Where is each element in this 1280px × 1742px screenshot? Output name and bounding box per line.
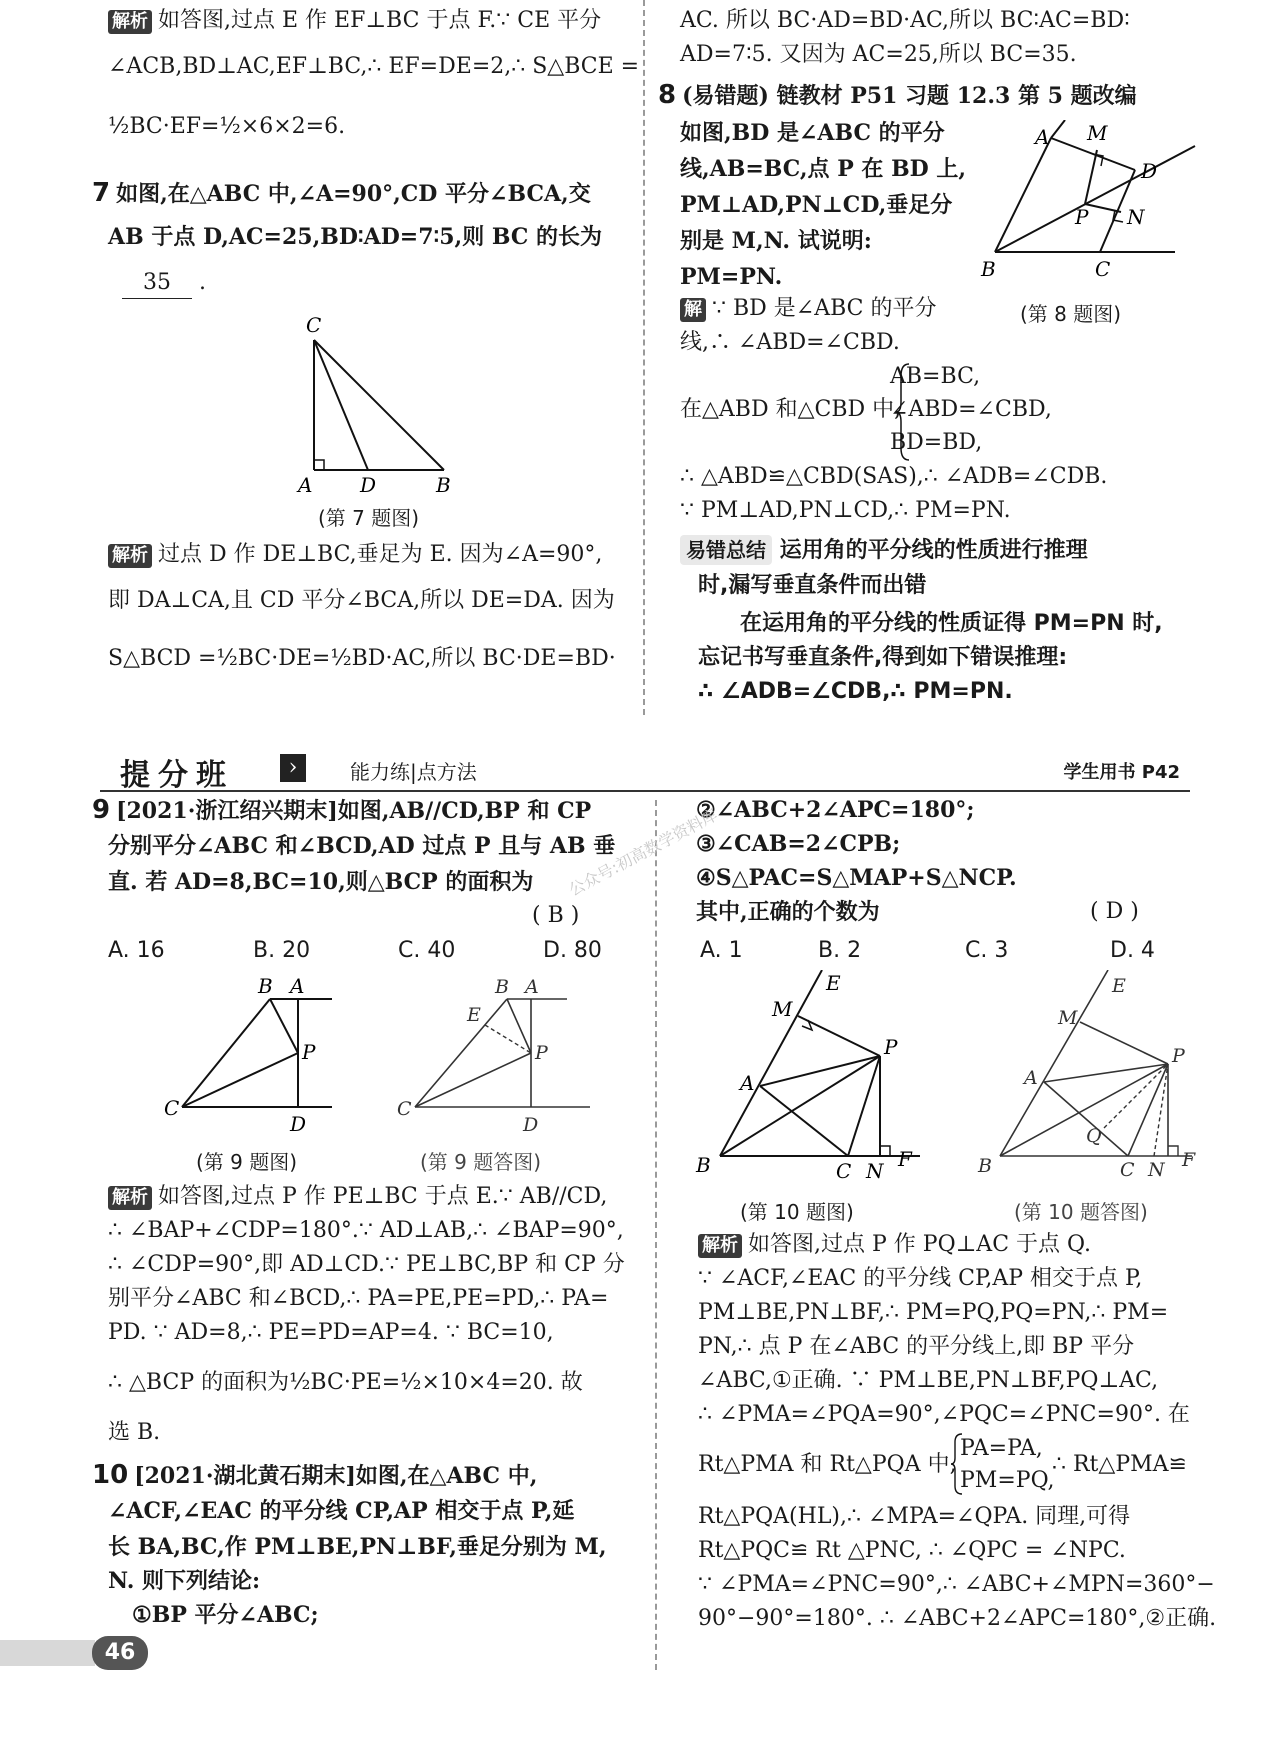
q9b-segment-bp [507, 999, 531, 1053]
q9-sol-line3: ∴ ∠CDP=90°,即 AD⊥CD.∵ PE⊥BC,BP 和 CP 分 [108, 1252, 625, 1277]
q10-option-b: B. 2 [818, 938, 862, 963]
q10-caption: (第 10 题图) [740, 1200, 854, 1224]
q7-line2: AB 于点 D,AC=25,BD∶AD=7∶5,则 BC 的长为 [108, 224, 603, 250]
q8-caption: (第 8 题图) [1020, 302, 1122, 326]
q10-line4: N. 则下列结论: [108, 1568, 261, 1594]
q8-line4: 别是 M,N. 试说明: [680, 228, 872, 254]
q10-option-a: A. 1 [700, 938, 743, 963]
q10-label-b: B [696, 1153, 711, 1177]
solution-tag: 解 [680, 298, 706, 322]
q8-line3: PM⊥AD,PN⊥CD,垂足分 [680, 192, 953, 218]
q8-label-m: M [1087, 121, 1108, 145]
q9-line3: 直. 若 AD=8,BC=10,则△BCP 的面积为 [108, 869, 534, 895]
q9b-label-e: E [467, 1004, 481, 1026]
q9b-segment-bc [415, 999, 507, 1107]
solution-tag: 解析 [108, 544, 152, 568]
column-divider-top [643, 0, 645, 715]
q7-label-d: D [360, 473, 377, 497]
q10b-label-a: A [1024, 1067, 1038, 1089]
q9-solution [108, 1182, 628, 1462]
q9-figure [160, 975, 340, 1135]
q7-label-c: C [306, 313, 322, 337]
q10-sol-line1: 如答图,过点 P 作 PQ⊥AC 于点 Q. [748, 1232, 1091, 1257]
q10-brace [950, 1432, 964, 1496]
error-summary [680, 535, 1190, 715]
q10-label-m: M [772, 997, 793, 1021]
q10-sol-line3: PM⊥BE,PN⊥BF,∴ PM=PQ,PQ=PN,∴ PM= [698, 1300, 1169, 1325]
q10b-label-q: Q [1086, 1125, 1102, 1147]
q7-label-b: B [436, 473, 451, 497]
q8-label-d: D [1141, 159, 1158, 183]
banner-subtitle: 能力练|点方法 [350, 760, 477, 784]
q10-option-d: D. 4 [1110, 938, 1155, 963]
q7cont-line2: AD=7∶5. 又因为 AC=25,所以 BC=35. [680, 42, 1077, 67]
q8-brace [895, 362, 911, 462]
summary-line2: 时,漏写垂直条件而出错 [698, 573, 927, 598]
q9-label-c: C [164, 1096, 180, 1120]
q7cont-line1: AC. 所以 BC·AD=BD·AC,所以 BC∶AC=BD∶ [680, 8, 1130, 33]
q10-answer-figure [970, 970, 1200, 1180]
q9-segment-bc [182, 999, 270, 1107]
q9-answer-caption: (第 9 题答图) [420, 1150, 542, 1174]
q8-sol-line3a: AB=BC, [890, 364, 981, 389]
q10-sol-line9: Rt△PQC≌ Rt △PNC, ∴ ∠QPC = ∠NPC. [698, 1538, 1126, 1563]
q8-pm [1085, 150, 1097, 204]
solution-tag: 解析 [108, 10, 152, 34]
sol6-line3: ½BC·EF=½×6×2=6. [108, 114, 346, 139]
q8-sol-line3c: ∠ABD=∠CBD, [890, 397, 1052, 422]
q7-answer: 35 [122, 268, 192, 299]
q8-sol-line4: ∴ △ABD≌△CBD(SAS),∴ ∠ADB=∠CDB. [680, 464, 1108, 489]
q10b-right-angle-n [1168, 1146, 1178, 1156]
q9-sol-line6: ∴ △BCP 的面积为½BC·PE=½×10×4=20. 故 [108, 1370, 583, 1395]
q9b-label-a: A [525, 976, 539, 998]
q7-caption: (第 7 题图) [318, 506, 420, 530]
solution-tag: 解析 [108, 1186, 152, 1210]
q7-solution [108, 540, 628, 710]
watermark: 公众号:初高数学资料库 [565, 805, 721, 900]
q10b-label-p: P [1172, 1045, 1185, 1067]
q10b-segment-pm [1080, 1022, 1168, 1064]
section-banner [100, 750, 1190, 792]
q7-figure [290, 310, 470, 500]
q10-sol-line7a: Rt△PMA 和 Rt△PQA 中, [698, 1452, 957, 1477]
q7-line1: 如图,在△ABC 中,∠A=90°,CD 平分∠BCA,交 [116, 181, 591, 207]
q9-label-p: P [302, 1040, 316, 1064]
q8-sol-line3d: BD=BD, [890, 430, 983, 455]
q10-prompt: 其中,正确的个数为 [696, 899, 880, 925]
q10-sol-line10: ∵ ∠PMA=∠PNC=90°,∴ ∠ABC+∠MPN=360°− [698, 1572, 1215, 1597]
q9-sol-line4: 别平分∠ABC 和∠BCD,∴ PA=PE,PE=PD,∴ PA= [108, 1286, 609, 1311]
q10-sol-line2: ∵ ∠ACF,∠EAC 的平分线 CP,AP 相交于点 P, [698, 1266, 1143, 1291]
q8-line1: 如图,BD 是∠ABC 的平分 [680, 120, 945, 146]
page-number: 46 [92, 1636, 148, 1670]
summary-line1: 运用角的平分线的性质进行推理 [779, 538, 1088, 563]
q10-sol-line7c: PM=PQ, [960, 1468, 1055, 1493]
q10-label-e: E [826, 971, 841, 995]
summary-line5: ∴ ∠ADB=∠CDB,∴ PM=PN. [698, 679, 1013, 704]
q7-bisector-cd [314, 340, 368, 470]
q8-label-p: P [1075, 205, 1089, 229]
q9b-label-b: B [495, 976, 509, 998]
q10b-dashed-pn [1154, 1064, 1168, 1156]
banner-title: 提分班 [120, 758, 234, 793]
q9-option-c: C. 40 [398, 938, 456, 963]
q10-answer: ( D ) [1090, 899, 1139, 924]
summary-tag: 易错总结 [680, 535, 772, 565]
solution-6-block [108, 0, 640, 150]
q10-right-angle-n [880, 1146, 890, 1156]
q7-sol-line1: 过点 D 作 DE⊥BC,垂足为 E. 因为∠A=90°, [158, 542, 603, 567]
q10-segment-ap [760, 1056, 880, 1086]
q8-label-a: A [1035, 125, 1050, 149]
q9b-label-p: P [535, 1042, 548, 1064]
q7-solution-continued [680, 0, 1190, 80]
q10-sol-line8: Rt△PQA(HL),∴ ∠MPA=∠QPA. 同理,可得 [698, 1504, 1131, 1529]
q10-answer-caption: (第 10 题答图) [1014, 1200, 1148, 1224]
q8-label-b: B [981, 257, 996, 281]
q10-segment-pm [798, 1016, 880, 1056]
q10-label-p: P [884, 1035, 898, 1059]
q10-sol-line4: PN,∴ 点 P 在∠ABC 的平分线上,即 BP 平分 [698, 1334, 1135, 1359]
chevron-right-icon: › [280, 754, 306, 782]
q10-line2: ∠ACF,∠EAC 的平分线 CP,AP 相交于点 P,延 [108, 1498, 575, 1524]
q10-statement-3: ③∠CAB=2∠CPB; [696, 831, 901, 857]
q8-line2: 线,AB=BC,点 P 在 BD 上, [680, 156, 967, 182]
q10-label-n: N [866, 1159, 884, 1180]
q10-label-a: A [740, 1071, 755, 1095]
q10-right-column [680, 795, 1190, 955]
solution-tag: 解析 [698, 1234, 742, 1258]
summary-line4: 忘记书写垂直条件,得到如下错误推理: [698, 645, 1068, 670]
q10-statement-2: ②∠ABC+2∠APC=180°; [696, 797, 975, 823]
q10b-label-e: E [1112, 975, 1126, 997]
q7-side-cb [314, 340, 444, 470]
q10b-dashed-pq [1104, 1064, 1168, 1128]
q9-option-b: B. 20 [253, 938, 311, 963]
q10-segment-cp [848, 1056, 880, 1156]
q10b-label-m: M [1058, 1007, 1078, 1029]
q9-option-a: A. 16 [108, 938, 165, 963]
q10-sol-line6: ∴ ∠PMA=∠PQA=90°,∠PQC=∠PNC=90°. 在 [698, 1402, 1190, 1427]
q10-ray-be [720, 970, 822, 1156]
q8-label-c: C [1095, 257, 1111, 281]
q10-sol-line5: ∠ABC,①正确. ∵ PM⊥BE,PN⊥BF,PQ⊥AC, [698, 1368, 1159, 1393]
q8-sol-line1: ∵ BD 是∠ABC 的平分 [712, 296, 937, 321]
q9b-segment-cp [415, 1053, 531, 1107]
q9-line2: 分别平分∠ABC 和∠BCD,AD 过点 P 且与 AB 垂 [108, 833, 616, 859]
q9-answer-figure [395, 975, 595, 1135]
q8-figure [975, 120, 1205, 290]
q8-number: 8 [658, 80, 677, 110]
q9-sol-line5: PD. ∵ AD=8,∴ PE=PD=AP=4. ∵ BC=10, [108, 1320, 554, 1345]
q10-option-c: C. 3 [965, 938, 1009, 963]
q7-right-angle-mark [314, 460, 324, 470]
q10-sol-line7d: ∴ Rt△PMA≌ [1052, 1452, 1187, 1477]
q8-sol-line5: ∵ PM⊥AD,PN⊥CD,∴ PM=PN. [680, 498, 1011, 523]
q10-line5: ①BP 平分∠ABC; [132, 1602, 319, 1628]
banner-reference: 学生用书 P42 [1063, 762, 1180, 783]
q10-solution [698, 1230, 1217, 1631]
q10-number: 10 [92, 1460, 129, 1490]
summary-line3: 在运用角的平分线的性质证得 PM=PN 时, [740, 611, 1163, 636]
q9-segment-cp [182, 1053, 298, 1107]
q10-statement-4: ④S△PAC=S△MAP+S△NCP. [696, 865, 1017, 891]
q9-sol-line1: 如答图,过点 P 作 PE⊥BC 于点 E.∵ AB//CD, [158, 1184, 608, 1209]
q10-sol-line7b: PA=PA, [960, 1436, 1043, 1461]
q10-figure [690, 970, 930, 1180]
q9-label-a: A [290, 975, 305, 998]
q9-caption: (第 9 题图) [196, 1150, 298, 1174]
q10b-label-c: C [1120, 1159, 1135, 1180]
q10-line1: [2021·湖北黄石期末]如图,在△ABC 中, [134, 1463, 538, 1489]
q10b-label-n: N [1148, 1159, 1165, 1180]
q9-label-b: B [258, 975, 273, 998]
q10b-label-b: B [978, 1155, 992, 1177]
q10-label-c: C [836, 1159, 852, 1180]
q9-option-d: D. 80 [543, 938, 602, 963]
q8-extension [1051, 120, 1065, 138]
footer-bar [0, 1640, 95, 1666]
column-divider-bottom [655, 800, 657, 1670]
q8-sol-line2: 线,∴ ∠ABD=∠CBD. [680, 330, 900, 355]
q8-header: (易错题) 链教材 P51 习题 12.3 第 5 题改编 [682, 83, 1137, 109]
sol6-line1: 如答图,过点 E 作 EF⊥BC 于点 F.∵ CE 平分 [158, 8, 602, 33]
q10b-segment-cp [1128, 1064, 1168, 1156]
q7-label-a: A [298, 473, 313, 497]
q10b-segment-ap [1044, 1064, 1168, 1082]
q7-sol-line2: 即 DA⊥CA,且 CD 平分∠BCA,所以 DE=DA. 因为 [108, 588, 615, 613]
sol6-line2: ∠ACB,BD⊥AC,EF⊥BC,∴ EF=DE=2,∴ S△BCE = [108, 54, 640, 79]
q10-segment-ac [760, 1086, 848, 1156]
q9-line1: [2021·浙江绍兴期末]如图,AB//CD,BP 和 CP [116, 798, 592, 824]
q8-sol-line3b: 在△ABD 和△CBD 中, [680, 397, 902, 422]
q9-number: 9 [92, 795, 111, 825]
q9-sol-line2: ∴ ∠BAP+∠CDP=180°.∵ AD⊥AB,∴ ∠BAP=90°, [108, 1218, 624, 1243]
q9-segment-bp [270, 999, 298, 1053]
q8-side-ba [995, 138, 1051, 252]
q10-label-f: F [898, 1147, 912, 1171]
q8-label-n: N [1127, 205, 1145, 229]
q8-line5: PM=PN. [680, 264, 783, 290]
q7-number: 7 [92, 178, 111, 208]
q10b-label-f: F [1182, 1149, 1196, 1171]
q9-sol-line7: 选 B. [108, 1420, 161, 1445]
q7-sol-line3: S△BCD =½BC·DE=½BD·AC,所以 BC·DE=BD· [108, 646, 616, 671]
q9-answer: ( B ) [532, 903, 580, 928]
q9b-label-c: C [397, 1098, 412, 1120]
q10-sol-line11: 90°−90°=180°. ∴ ∠ABC+2∠APC=180°,②正确. [698, 1606, 1217, 1631]
q9b-label-d: D [523, 1114, 539, 1135]
q9-label-d: D [290, 1112, 307, 1135]
q10-line3: 长 BA,BC,作 PM⊥BE,PN⊥BF,垂足分别为 M, [108, 1534, 607, 1560]
